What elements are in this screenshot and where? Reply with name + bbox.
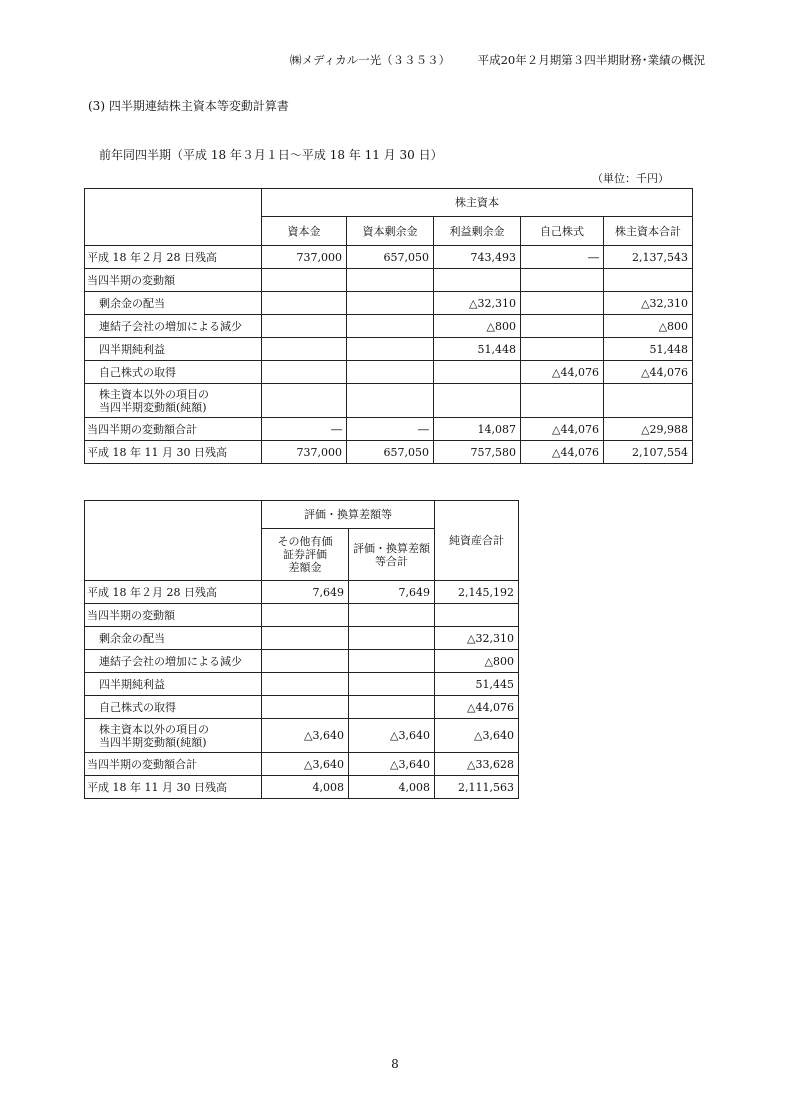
cell-value — [262, 384, 347, 418]
cell-value — [521, 384, 604, 418]
row-label — [85, 384, 262, 418]
table-row — [85, 650, 519, 673]
column-header: 株主資本合計 — [604, 217, 693, 246]
cell-value: ― — [262, 418, 347, 441]
cell-value — [604, 384, 693, 418]
cell-value — [347, 338, 434, 361]
column-header: 資本金 — [262, 217, 347, 246]
cell-value — [521, 292, 604, 315]
cell-value: 2,145,192 — [435, 581, 519, 604]
cell-value: △800 — [604, 315, 693, 338]
row-label: 平成 18 年２月 28 日残高 — [85, 581, 262, 604]
cell-value — [349, 650, 435, 673]
table-row — [85, 269, 693, 292]
column-header: 利益剰余金 — [434, 217, 521, 246]
unit-label: （単位：千円） — [592, 172, 669, 185]
table-row — [85, 776, 519, 799]
report-period: 平成20年２月期第３四半期財務･業績の概況 — [477, 53, 705, 67]
page-header — [260, 52, 705, 66]
cell-value — [262, 696, 349, 719]
valuation-adjustments-table — [84, 500, 519, 799]
table-row — [85, 338, 693, 361]
cell-value: 737,000 — [262, 441, 347, 464]
table-row — [85, 361, 693, 384]
cell-value: △32,310 — [434, 292, 521, 315]
cell-value — [262, 315, 347, 338]
row-label: 四半期純利益 — [85, 673, 262, 696]
cell-value: 4,008 — [262, 776, 349, 799]
cell-value — [349, 604, 435, 627]
table-row — [85, 441, 693, 464]
cell-value — [349, 627, 435, 650]
cell-value: △29,988 — [604, 418, 693, 441]
cell-value — [262, 604, 349, 627]
row-label-line: 当四半期変動額(純額) — [99, 735, 207, 749]
table-row — [85, 315, 693, 338]
section-title: (3) 四半期連結株主資本等変動計算書 — [88, 99, 289, 113]
cell-value: ― — [521, 246, 604, 269]
table-row — [85, 719, 519, 753]
cell-value — [349, 696, 435, 719]
table-row — [85, 581, 519, 604]
cell-value — [347, 269, 434, 292]
cell-value — [347, 384, 434, 418]
row-label: 連結子会社の増加による減少 — [85, 315, 262, 338]
cell-value: 51,445 — [435, 673, 519, 696]
cell-value: △3,640 — [435, 719, 519, 753]
group-header: 株主資本 — [262, 189, 693, 217]
cell-value: △33,628 — [435, 753, 519, 776]
cell-value — [521, 338, 604, 361]
table-row — [85, 604, 519, 627]
cell-value: △44,076 — [521, 418, 604, 441]
cell-value: △3,640 — [349, 753, 435, 776]
company-name: ㈱メディカル一光（３３５３） — [290, 53, 451, 67]
period-subtitle: 前年同四半期（平成 18 年３月１日～平成 18 年 11 月 30 日） — [99, 148, 443, 162]
cell-value: 657,050 — [347, 441, 434, 464]
cell-value: △44,076 — [521, 441, 604, 464]
row-label-line: 株主資本以外の項目の — [99, 722, 209, 736]
table-row — [85, 673, 519, 696]
cell-value: △3,640 — [262, 719, 349, 753]
cell-value: △32,310 — [604, 292, 693, 315]
cell-value: 7,649 — [262, 581, 349, 604]
cell-value — [347, 361, 434, 384]
table-row — [85, 384, 693, 418]
header-line: 証券評価 — [283, 548, 327, 561]
row-label: 当四半期の変動額 — [85, 269, 262, 292]
cell-value: 757,580 — [434, 441, 521, 464]
table-row — [85, 696, 519, 719]
cell-value: 7,649 — [349, 581, 435, 604]
table-row — [85, 246, 693, 269]
row-label: 当四半期の変動額合計 — [85, 753, 262, 776]
header-line: 差額金 — [288, 561, 322, 574]
cell-value: △32,310 — [435, 627, 519, 650]
cell-value: 743,493 — [434, 246, 521, 269]
group-header: 評価・換算差額等 — [262, 501, 435, 529]
cell-value — [262, 338, 347, 361]
cell-value — [521, 315, 604, 338]
cell-value: △44,076 — [521, 361, 604, 384]
row-label: 平成 18 年 11 月 30 日残高 — [85, 776, 262, 799]
table-row — [85, 753, 519, 776]
cell-value — [521, 269, 604, 292]
cell-value — [262, 292, 347, 315]
cell-value: 2,107,554 — [604, 441, 693, 464]
cell-value: △3,640 — [262, 753, 349, 776]
column-header: 自己株式 — [521, 217, 604, 246]
cell-value — [262, 627, 349, 650]
row-label: 連結子会社の増加による減少 — [85, 650, 262, 673]
row-label: 平成 18 年 11 月 30 日残高 — [85, 441, 262, 464]
cell-value — [262, 361, 347, 384]
page-number: 8 — [391, 1057, 399, 1071]
cell-value — [434, 384, 521, 418]
cell-value — [434, 361, 521, 384]
row-label: 剰余金の配当 — [85, 292, 262, 315]
cell-value: ― — [347, 418, 434, 441]
cell-value — [347, 292, 434, 315]
row-label-line: 当四半期変動額(純額) — [99, 400, 207, 414]
cell-value — [262, 673, 349, 696]
cell-value — [349, 673, 435, 696]
column-header — [262, 529, 349, 581]
column-header: 純資産合計 — [435, 501, 519, 581]
cell-value — [262, 650, 349, 673]
row-label: 自己株式の取得 — [85, 361, 262, 384]
row-label: 当四半期の変動額合計 — [85, 418, 262, 441]
cell-value — [435, 604, 519, 627]
cell-value: △800 — [435, 650, 519, 673]
header-line: 評価・換算差額 — [353, 541, 430, 555]
column-header: 資本剰余金 — [347, 217, 434, 246]
row-label — [85, 719, 262, 753]
cell-value: 2,111,563 — [435, 776, 519, 799]
cell-value: 4,008 — [349, 776, 435, 799]
cell-value: 51,448 — [434, 338, 521, 361]
table-row — [85, 627, 519, 650]
header-line: 等合計 — [375, 554, 408, 568]
cell-value: △800 — [434, 315, 521, 338]
row-label: 自己株式の取得 — [85, 696, 262, 719]
cell-value: 737,000 — [262, 246, 347, 269]
shareholders-equity-table — [84, 188, 693, 464]
cell-value — [347, 315, 434, 338]
cell-value: 657,050 — [347, 246, 434, 269]
cell-value: 51,448 — [604, 338, 693, 361]
cell-value — [262, 269, 347, 292]
cell-value: △3,640 — [349, 719, 435, 753]
cell-value: △44,076 — [604, 361, 693, 384]
table-row — [85, 418, 693, 441]
row-label: 当四半期の変動額 — [85, 604, 262, 627]
cell-value: 14,087 — [434, 418, 521, 441]
row-label: 四半期純利益 — [85, 338, 262, 361]
row-label-line: 株主資本以外の項目の — [99, 387, 209, 401]
row-header-blank — [85, 501, 262, 581]
header-line: その他有価 — [277, 535, 333, 548]
column-header — [349, 529, 435, 581]
cell-value: 2,137,543 — [604, 246, 693, 269]
cell-value: △44,076 — [435, 696, 519, 719]
row-label: 剰余金の配当 — [85, 627, 262, 650]
row-label: 平成 18 年２月 28 日残高 — [85, 246, 262, 269]
cell-value — [434, 269, 521, 292]
cell-value — [604, 269, 693, 292]
table-row — [85, 292, 693, 315]
row-header-blank — [85, 189, 262, 246]
